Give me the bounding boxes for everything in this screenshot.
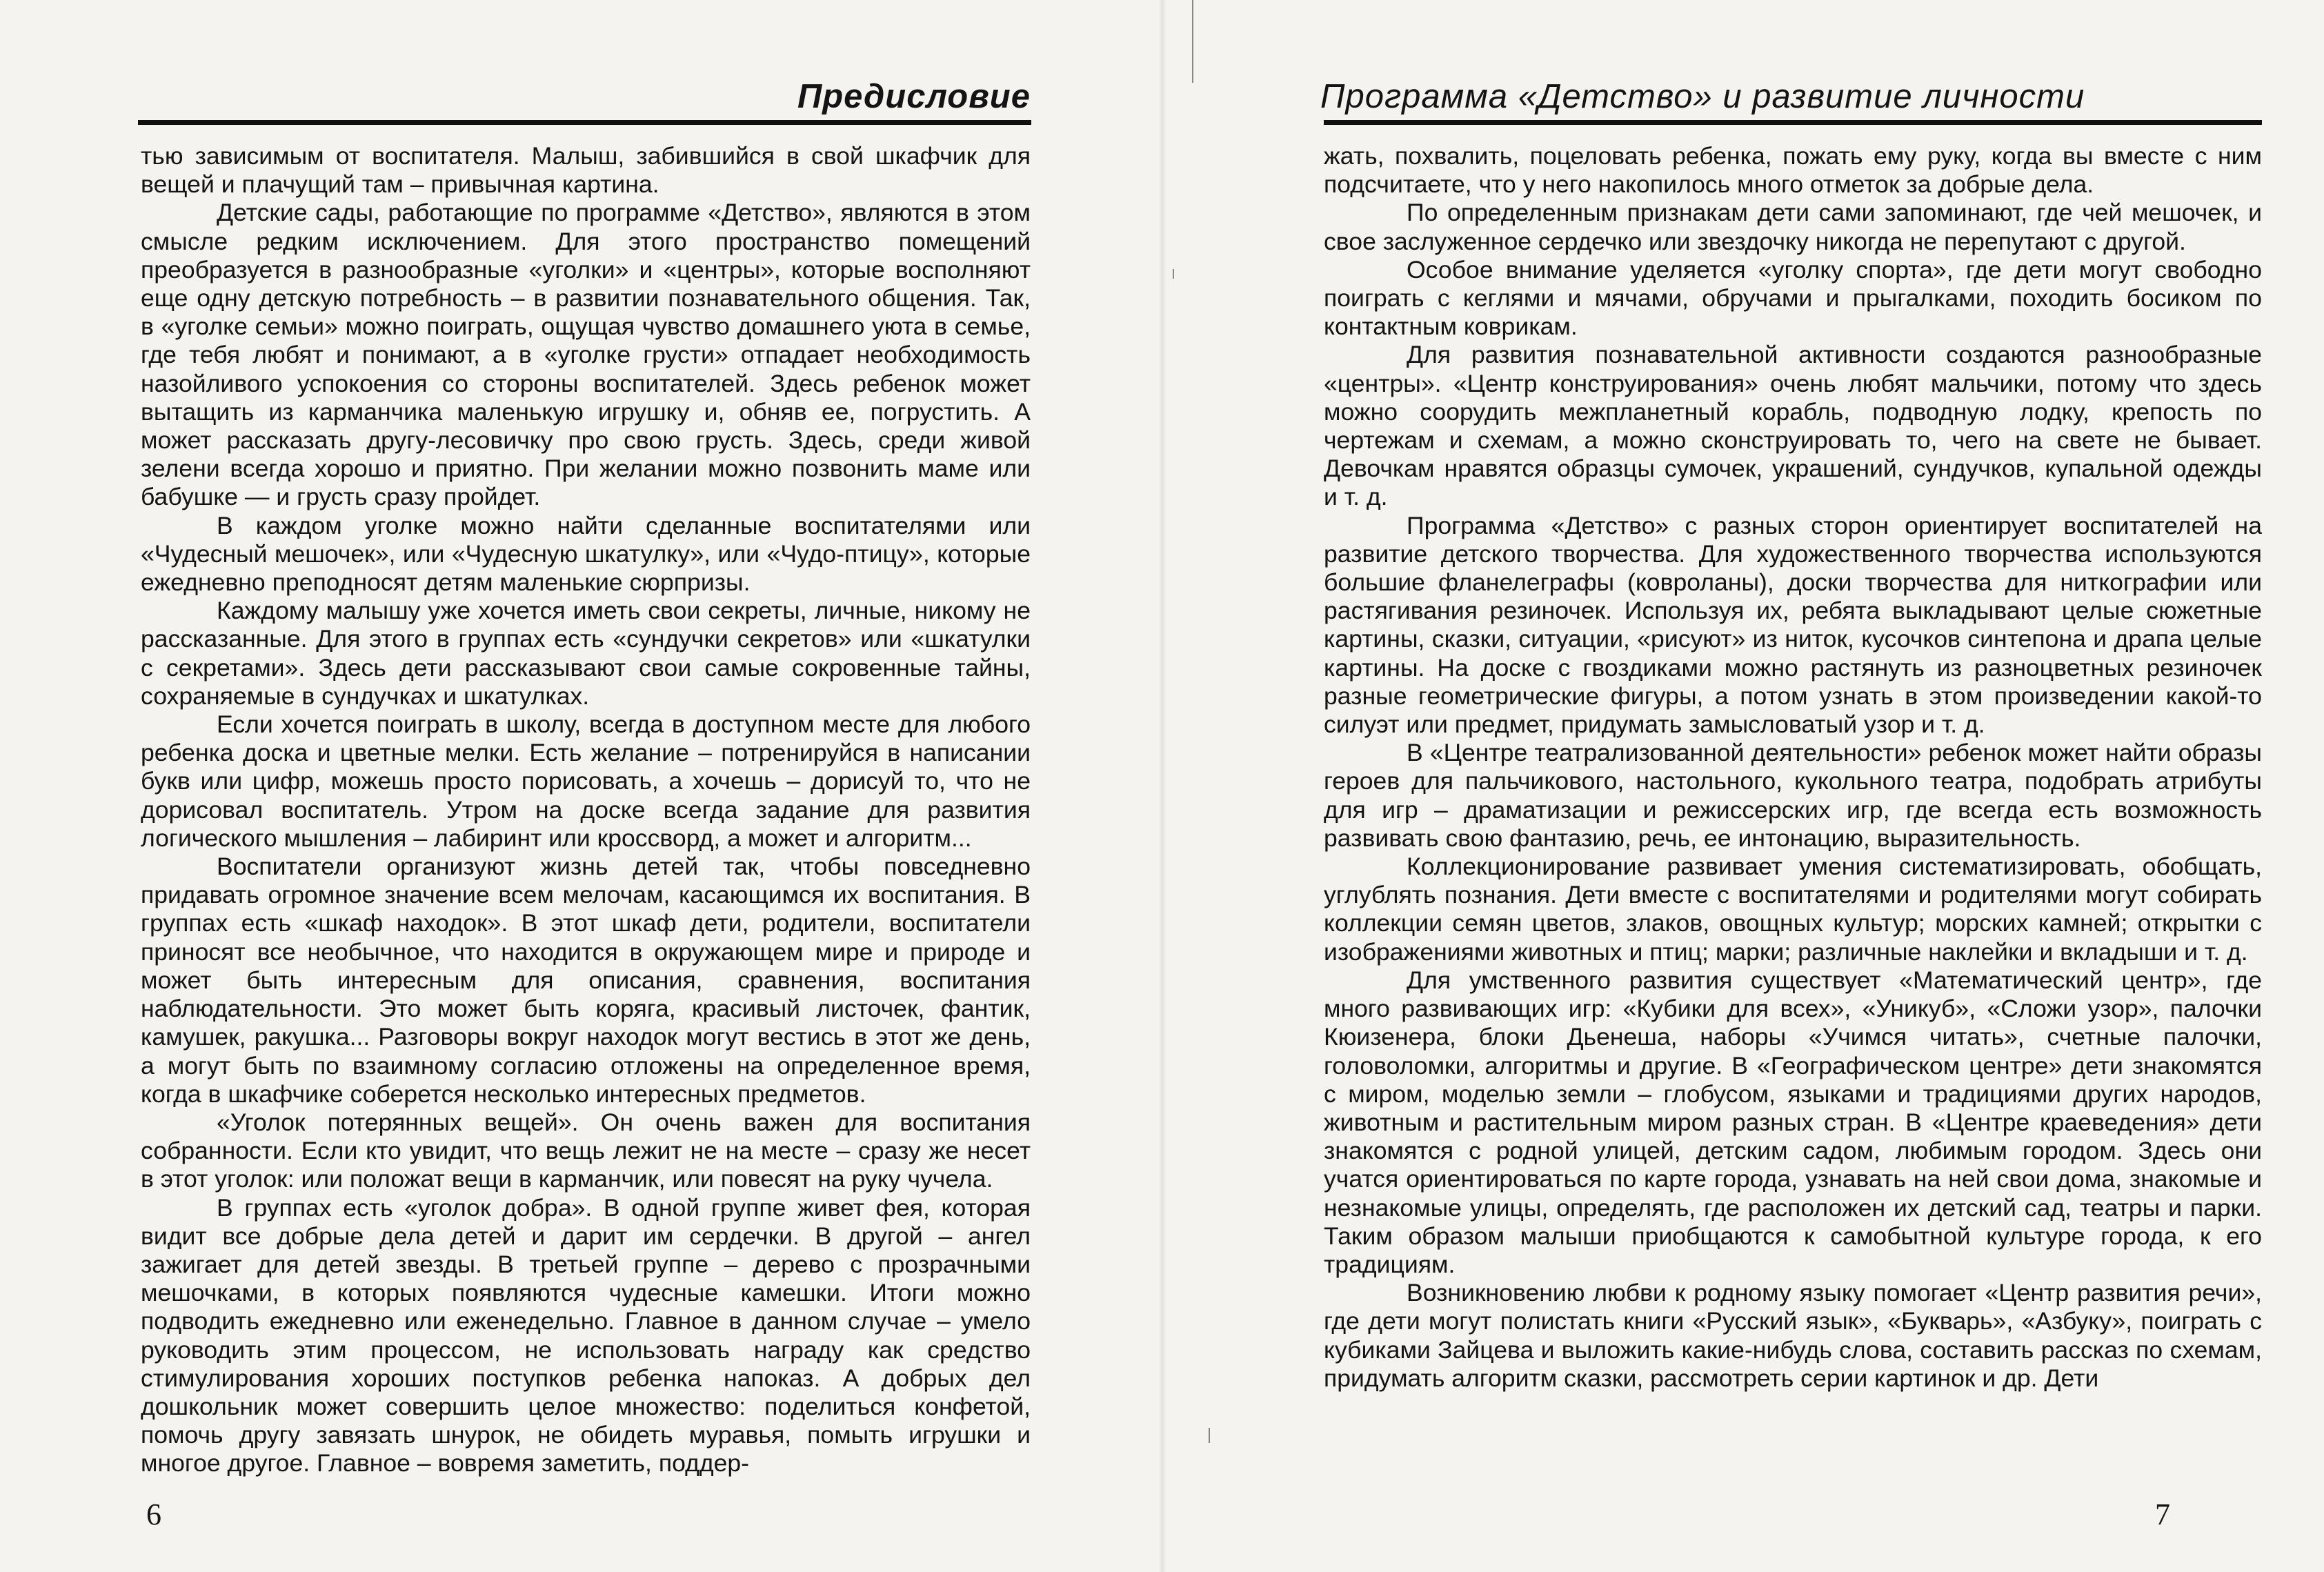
body-text-right (1324, 142, 2262, 1393)
paragraph: Программа «Детство» с разных сторон ориентирует воспитателей на развитие детского творчества. Для художественного творчества используются большие фланелеграфы (ковроланы), доски творчества для ниткографии или растягивания резиночек. Используя их, ребята выкладывают целые сюжетные картины, сказки, ситуации, «рисуют» из ниток, кусочков синтепона и драпа целые картины. На доске с гвоздиками можно растянуть из разноцветных резиночек разные геометрические фигуры, а потом узнать в этом произведении какой-то силуэт или предмет, придумать замысловатый узор и т. д. (1324, 511, 2262, 739)
paragraph: Для умственного развития существует «Математический центр», где много развивающих игр: «Кубики для всех», «Уникуб», «Сложи узор», палочки Кюизенера, блоки Дьенеша, наборы «Учимся читать», счетные палочки, головоломки, алгоритмы и другие. В «Географическом центре» дети знакомятся с миром, моделью земли – глобусом, языками и традициями других народов, животным и растительным миром разных стран. В «Центре краеведения» дети знакомятся с родной улицей, детским садом, любимым городом. Здесь они учатся ориентироваться по карте города, узнавать на ней свои дома, знакомые и незнакомые улицы, определять, где расположен их детский сад, театры и парки. Таким образом малыши приобщаются к самобытной культуре города, к его традициям. (1324, 966, 2262, 1278)
paragraph: Коллекционирование развивает умения систематизировать, обобщать, углублять познания. Дети вместе с воспитателями и родителями могут собирать коллекции семян цветов, злаков, овощных культур; морских камней; открытки с изображениями животных и птиц; марки; различные наклейки и вкладыши и т. д. (1324, 853, 2262, 966)
paragraph: жать, похвалить, поцеловать ребенка, пожать ему руку, когда вы вместе с ним подсчитаете, что у него накопилось много отметок за добрые дела. (1324, 142, 2262, 199)
right-page (1162, 0, 2324, 1572)
running-header-right: Программа «Детство» и развитие личности (1320, 78, 2085, 115)
paragraph: Каждому малышу уже хочется иметь свои секреты, личные, никому не рассказанные. Для этого в группах есть «сундучки секретов» или «шкатулки с секретами». Здесь дети рассказывают свои самые сокровенные тайны, сохраняемые в сундучках и шкатулках. (141, 597, 1031, 710)
paragraph: Воспитатели организуют жизнь детей так, чтобы повседневно придавать огромное значение всем мелочам, касающимся их воспитания. В группах есть «шкаф находок». В этот шкаф дети, родители, воспитатели приносят все необычное, что находится в окружающем мире и природе и может быть интересным для описания, сравнения, воспитания наблюдательности. Это может быть коряга, красивый листочек, фантик, камушек, ракушка... Разговоры вокруг находок могут вестись в этот же день, а могут быть по взаимному согласию отложены на определенное время, когда в шкафчике соберется несколько интересных предметов. (141, 853, 1031, 1108)
paragraph: тью зависимым от воспитателя. Малыш, забившийся в свой шкафчик для вещей и плачущий там – привычная картина. (141, 142, 1031, 199)
paragraph: «Уголок потерянных вещей». Он очень важен для воспитания собранности. Если кто увидит, что вещь лежит не на месте – сразу же несет в этот уголок: или положат вещи в карманчик, или повесят на руку чучела. (141, 1108, 1031, 1193)
page-number-left: 6 (146, 1498, 161, 1531)
paragraph: В каждом уголке можно найти сделанные воспитателями или «Чудесный мешочек», или «Чудесную шкатулку», или «Чудо-птицу», которые ежедневно преподносят детям маленькие сюрпризы. (141, 511, 1031, 597)
paragraph: В «Центре театрализованной деятельности» ребенок может найти образы героев для пальчикового, настольного, кукольного театра, подобрать атрибуты для игр – драматизации и режиссерских игр, где всегда есть возможность развивать свою фантазию, речь, ее интонацию, выразительность. (1324, 739, 2262, 852)
header-rule-right (1324, 120, 2262, 125)
running-header-left: Предисловие (797, 78, 1031, 115)
paragraph: В группах есть «уголок добра». В одной группе живет фея, которая видит все добрые дела детей и дарит им сердечки. В другой – ангел зажигает для детей звезды. В третьей группе – дерево с прозрачными мешочками, в которых появляются чудесные камешки. Итоги можно подводить ежедневно или еженедельно. Главное в данном случае – умело руководить этим процессом, не использовать награду как средство стимулирования хороших поступков ребенка напоказ. А добрых дел дошкольник может совершить целое множество: поделиться конфетой, помочь другу завязать шнурок, не обидеть муравья, помыть игрушки и многое другое. Главное – вовремя заметить, поддер- (141, 1193, 1031, 1478)
page-number-right: 7 (2155, 1498, 2170, 1531)
paragraph: Если хочется поиграть в школу, всегда в доступном месте для любого ребенка доска и цветные мелки. Есть желание – потренируйся в написании букв или цифр, можешь просто порисовать, а хочешь – дорисуй то, что не дорисовал воспитатель. Утром на доске всегда задание для развития логического мышления – лабиринт или кроссворд, а может и алгоритм... (141, 710, 1031, 852)
paragraph: Особое внимание уделяется «уголку спорта», где дети могут свободно поиграть с кеглями и мячами, обручами и прыгалками, походить босиком по контактным коврикам. (1324, 255, 2262, 341)
header-rule-left (138, 120, 1031, 125)
paragraph: Детские сады, работающие по программе «Детство», являются в этом смысле редким исключением. Для этого пространство помещений преобразуется в разнообразные «уголки» и «центры», которые восполняют еще одну детскую потребность – в развитии познавательного общения. Так, в «уголке семьи» можно поиграть, ощущая чувство домашнего уюта в семье, где тебя любят и понимают, а в «уголке грусти» отпадает необходимость назойливого успокоения со стороны воспитателей. Здесь ребенок может вытащить из карманчика маленькую игрушку и, обняв ее, погрустить. А может рассказать другу-лесовичку про свою грусть. Здесь, среди живой зелени всегда хорошо и приятно. При желании можно позвонить маме или бабушке — и грусть сразу пройдет. (141, 199, 1031, 511)
paragraph: Возникновению любви к родному языку помогает «Центр развития речи», где дети могут полистать книги «Русский язык», «Букварь», «Азбуку», поиграть с кубиками Зайцева и выложить какие-нибудь слова, составить рассказ по схемам, придумать алгоритм сказки, рассмотреть серии картинок и др. Дети (1324, 1279, 2262, 1392)
paragraph: По определенным признакам дети сами запоминают, где чей мешочек, и свое заслуженное сердечко или звездочку никогда не перепутают с другой. (1324, 199, 2262, 255)
paragraph: Для развития познавательной активности создаются разнообразные «центры». «Центр конструирования» очень любят мальчики, потому что здесь можно соорудить межпланетный корабль, подводную лодку, крепость по чертежам и схемам, а можно сконструировать то, чего на свете не бывает. Девочкам нравятся образцы сумочек, украшений, сундучков, купальной одежды и т. д. (1324, 341, 2262, 511)
body-text-left (141, 142, 1031, 1478)
